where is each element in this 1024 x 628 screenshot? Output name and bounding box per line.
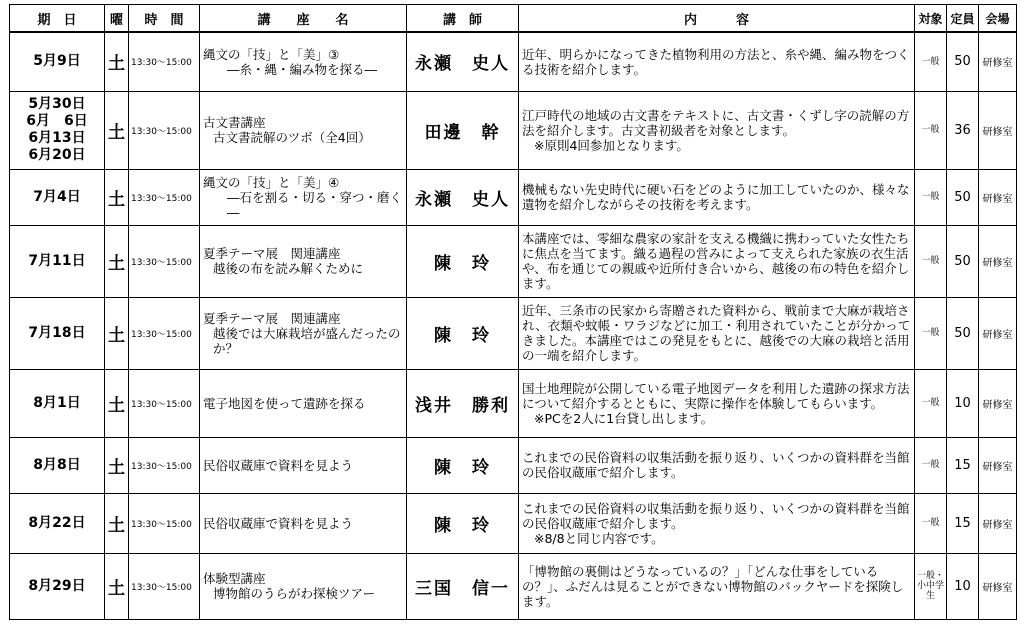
table-row (10, 369, 1017, 437)
course-title: 夏季テーマ展 関連講座 (203, 246, 341, 261)
date-text: 6月20日 (28, 147, 86, 163)
course-title: 夏季テーマ展 関連講座 (203, 310, 341, 326)
table-row (10, 91, 1017, 169)
target-cell: 一般 (915, 169, 947, 225)
venue-cell: 研修室 (979, 91, 1017, 169)
course-name-cell (200, 553, 407, 619)
course-subtitle: ―石を割る・切る・穿つ・磨く― (227, 189, 403, 220)
table-row (10, 169, 1017, 225)
content-cell (519, 91, 915, 169)
content-cell (519, 225, 915, 297)
date-cell (10, 91, 105, 169)
date-text: 8月29日 (28, 577, 86, 594)
course-name-cell (200, 493, 407, 553)
day-of-week-cell: 土 (105, 553, 129, 619)
venue-cell: 研修室 (979, 225, 1017, 297)
time-cell: 13:30～15:00 (129, 225, 200, 297)
course-title: 民俗収蔵庫で資料を見よう (203, 457, 354, 473)
content-cell (519, 369, 915, 437)
date-text: 7月18日 (28, 324, 86, 341)
header-capacity: 定員 (947, 5, 979, 33)
table-row (10, 297, 1017, 369)
lecturer-cell: 陳 玲 (407, 437, 519, 493)
target-cell: 一般 (915, 369, 947, 437)
content-text: 近年、明らかになってきた植物利用の方法と、糸や縄、編み物をつくる技術を紹介します。 (522, 46, 910, 77)
content-cell (519, 169, 915, 225)
venue-cell: 研修室 (979, 369, 1017, 437)
date-text: 6月13日 (28, 130, 86, 146)
capacity-cell: 50 (947, 225, 979, 297)
venue-cell: 研修室 (979, 169, 1017, 225)
content-cell (519, 493, 915, 553)
date-cell (10, 369, 105, 437)
date-cell (10, 297, 105, 369)
header-content: 内 容 (519, 5, 915, 33)
content-text: 「博物館の裏側はどうなっているの？」「どんな仕事をしているの？」、ふだんは見ることができない博物館のバックヤードを探険します。 (522, 563, 904, 609)
time-cell: 13:30～15:00 (129, 91, 200, 169)
course-name-cell (200, 32, 407, 91)
content-text: 江戸時代の地域の古文書をテキストに、古文書・くずし字の読解の方法を紹介します。古文書初級者を対象とします。 (522, 107, 910, 138)
time-cell: 13:30～15:00 (129, 369, 200, 437)
capacity-cell: 50 (947, 169, 979, 225)
table-row (10, 493, 1017, 553)
content-text: 近年、三条市の民家から寄贈された資料から、戦前まで大麻が栽培され、衣類や蚊帳・ワラジなどに加工・利用されていたことが分かってきました。本講座ではこの発見をもとに、越後での大麻の栽培と活用の一端を紹介します。 (522, 303, 911, 363)
day-of-week-cell: 土 (105, 297, 129, 369)
course-title: 民俗収蔵庫で資料を見よう (203, 515, 354, 531)
time-cell: 13:30～15:00 (129, 169, 200, 225)
date-cell (10, 553, 105, 619)
content-cell (519, 553, 915, 619)
header-dow: 曜 (105, 5, 129, 33)
date-cell (10, 437, 105, 493)
header-date: 期 日 (10, 5, 105, 33)
date-text: 8月22日 (28, 514, 86, 531)
header-row (10, 5, 1017, 33)
course-name-cell (200, 91, 407, 169)
course-name-cell (200, 169, 407, 225)
target-cell: 一般 (915, 225, 947, 297)
content-note: ※8/8と同じ内容です。 (534, 530, 664, 546)
course-name-cell (200, 369, 407, 437)
date-text: 5月30日 (28, 96, 86, 112)
course-subtitle: 古文書読解のツボ（全4回） (213, 130, 371, 145)
venue-cell: 研修室 (979, 32, 1017, 91)
day-of-week-cell: 土 (105, 32, 129, 91)
lecturer-cell: 永瀬 史人 (407, 32, 519, 91)
lecturer-cell: 浅井 勝利 (407, 369, 519, 437)
date-text: 6月 6日 (26, 113, 88, 129)
lecture-schedule-table (9, 4, 1017, 620)
target-cell: 一般 (915, 91, 947, 169)
capacity-cell: 10 (947, 553, 979, 619)
target-cell: 一般 (915, 437, 947, 493)
time-cell: 13:30～15:00 (129, 553, 200, 619)
lecturer-cell: 陳 玲 (407, 493, 519, 553)
day-of-week-cell: 土 (105, 225, 129, 297)
target-cell: 一般 (915, 32, 947, 91)
header-course: 講 座 名 (200, 5, 407, 33)
content-cell (519, 437, 915, 493)
venue-cell: 研修室 (979, 553, 1017, 619)
venue-cell: 研修室 (979, 437, 1017, 493)
table-row (10, 553, 1017, 619)
date-cell (10, 32, 105, 91)
table-row (10, 225, 1017, 297)
date-text: 7月4日 (33, 188, 81, 205)
day-of-week-cell: 土 (105, 91, 129, 169)
course-subtitle: 越後では大麻栽培が盛んだったのか？ (213, 325, 401, 356)
venue-cell: 研修室 (979, 297, 1017, 369)
date-text: 5月9日 (33, 53, 81, 70)
date-text: 8月1日 (33, 394, 81, 411)
capacity-cell: 50 (947, 297, 979, 369)
content-note: ※原則4回参加となります。 (534, 137, 689, 153)
time-cell: 13:30～15:00 (129, 493, 200, 553)
lecturer-cell: 永瀬 史人 (407, 169, 519, 225)
capacity-cell: 15 (947, 493, 979, 553)
day-of-week-cell: 土 (105, 437, 129, 493)
course-title: 縄文の「技」と「美」④ (203, 174, 340, 190)
header-lecturer: 講 師 (407, 5, 519, 33)
course-title: 体験型講座 (203, 571, 266, 586)
target-cell: 一般・小中学生 (915, 553, 947, 619)
table-row (10, 437, 1017, 493)
course-subtitle: 博物館のうらがわ探検ツアー (213, 586, 376, 601)
content-text: 機械もない先史時代に硬い石をどのように加工していたのか、様々な遺物を紹介しながらその技術を考えます。 (522, 182, 910, 212)
date-cell (10, 493, 105, 553)
capacity-cell: 15 (947, 437, 979, 493)
header-target: 対象 (915, 5, 947, 33)
course-title: 電子地図を使って遺跡を探る (203, 395, 366, 411)
day-of-week-cell: 土 (105, 369, 129, 437)
content-note: ※PCを2人に1台貸し出します。 (534, 410, 714, 426)
capacity-cell: 10 (947, 369, 979, 437)
content-text: これまでの民俗資料の収集活動を振り返り、いくつかの資料群を当館の民俗収蔵庫で紹介します。 (522, 500, 910, 531)
course-title: 古文書講座 (203, 115, 266, 130)
course-name-cell (200, 297, 407, 369)
time-cell: 13:30～15:00 (129, 437, 200, 493)
lecturer-cell: 陳 玲 (407, 297, 519, 369)
capacity-cell: 36 (947, 91, 979, 169)
date-cell (10, 225, 105, 297)
lecturer-cell: 陳 玲 (407, 225, 519, 297)
date-text: 7月11日 (28, 252, 86, 269)
time-cell: 13:30～15:00 (129, 32, 200, 91)
venue-cell: 研修室 (979, 493, 1017, 553)
table-row (10, 32, 1017, 91)
content-cell (519, 297, 915, 369)
header-venue: 会場 (979, 5, 1017, 33)
lecturer-cell: 三国 信一 (407, 553, 519, 619)
target-cell: 一般 (915, 493, 947, 553)
time-cell: 13:30～15:00 (129, 297, 200, 369)
course-name-cell (200, 437, 407, 493)
day-of-week-cell: 土 (105, 493, 129, 553)
course-subtitle: 越後の布を読み解くために (213, 261, 364, 276)
content-text: これまでの民俗資料の収集活動を振り返り、いくつかの資料群を当館の民俗収蔵庫で紹介します。 (522, 450, 910, 480)
date-text: 8月8日 (33, 456, 81, 473)
header-time: 時 間 (129, 5, 200, 33)
course-title: 縄文の「技」と「美」③ (203, 46, 340, 62)
lecturer-cell: 田邊 幹 (407, 91, 519, 169)
content-text: 国土地理院が公開している電子地図データを利用した遺跡の探求方法について紹介するとともに、実際に操作を体験してもらいます。 (522, 380, 910, 411)
content-cell (519, 32, 915, 91)
capacity-cell: 50 (947, 32, 979, 91)
course-subtitle: ―糸・縄・編み物を探る― (227, 61, 378, 77)
course-name-cell (200, 225, 407, 297)
content-text: 本講座では、零細な農家の家計を支える機織に携わっていた女性たちに焦点を当てます。織る過程の営みによって支えられた家族の衣生活や、布を通じての親戚や近所付き合いから、越後の布の特色を紹介します。 (522, 231, 910, 291)
date-cell (10, 169, 105, 225)
day-of-week-cell: 土 (105, 169, 129, 225)
target-cell: 一般 (915, 297, 947, 369)
